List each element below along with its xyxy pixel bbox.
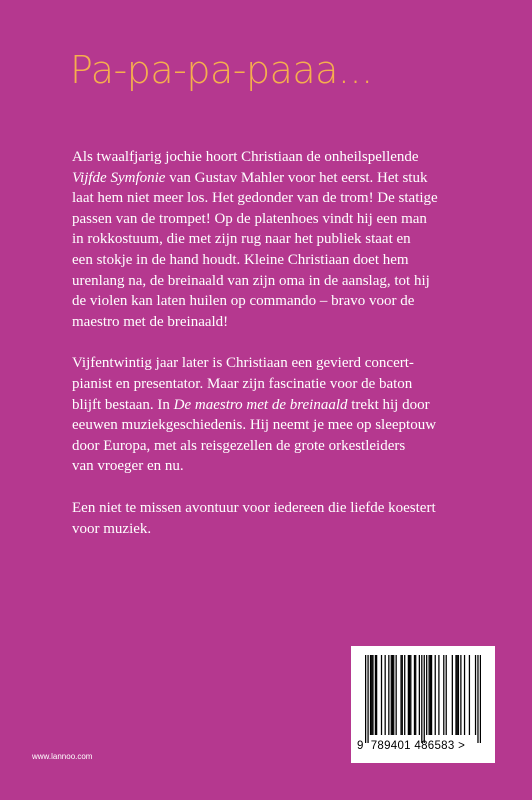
barcode-bar bbox=[385, 655, 386, 735]
barcode-bar bbox=[393, 655, 394, 735]
text-fragment: van Gustav Mahler voor het eerst. Het stuk bbox=[165, 169, 428, 186]
barcode-bar bbox=[414, 655, 415, 735]
barcode-bar bbox=[458, 655, 459, 735]
text-line: in rokkostuum, die met zijn rug naar het publiek staat en bbox=[72, 231, 411, 248]
barcode-bar bbox=[477, 655, 478, 743]
text-line: pianist en presentator. Maar zijn fascinatie voor de baton bbox=[72, 375, 413, 392]
publisher-website: www.lannoo.com bbox=[32, 752, 93, 761]
barcode-bar bbox=[419, 655, 420, 735]
text-line bbox=[72, 168, 492, 189]
italic-title: De maestro met de breinaald bbox=[173, 396, 348, 413]
barcode-bar bbox=[409, 655, 410, 735]
text-line: Als twaalfjarig jochie hoort Christiaan de onheilspellende bbox=[72, 149, 419, 165]
barcode-bar bbox=[446, 655, 447, 735]
barcode-graphic bbox=[365, 655, 481, 743]
text-line: van vroeger en nu. bbox=[72, 458, 184, 475]
isbn-group-2: 486583 bbox=[414, 740, 455, 752]
barcode-bar bbox=[435, 655, 436, 735]
barcode-bar bbox=[460, 655, 461, 735]
barcode-bar bbox=[388, 655, 389, 735]
barcode-bar bbox=[381, 655, 382, 735]
isbn-group-1: 789401 bbox=[370, 740, 411, 752]
barcode-bar bbox=[431, 655, 432, 735]
italic-title: Vijfde Symfonie bbox=[72, 169, 166, 186]
barcode-bar bbox=[391, 655, 392, 735]
text-line: voor muziek. bbox=[72, 520, 152, 537]
barcode-bar bbox=[480, 655, 481, 743]
barcode-bar bbox=[404, 655, 405, 735]
barcode-bar bbox=[455, 655, 456, 735]
text-line: door Europa, met als reisgezellen de grote orkestleiders bbox=[72, 437, 406, 454]
blurb bbox=[72, 147, 492, 560]
isbn-number bbox=[357, 740, 493, 752]
barcode-bar bbox=[408, 655, 409, 735]
barcode-bar bbox=[426, 655, 427, 735]
barcode-bar bbox=[402, 655, 403, 735]
text-line: een stokje in de hand houdt. Kleine Christiaan doet hem bbox=[72, 251, 409, 268]
isbn-first-digit: 9 bbox=[357, 740, 364, 752]
barcode-bar bbox=[457, 655, 458, 735]
text-fragment: blijft bestaan. In bbox=[72, 396, 174, 413]
barcode-bar bbox=[438, 655, 439, 735]
blurb-paragraph-1 bbox=[72, 147, 492, 332]
barcode-panel bbox=[351, 646, 495, 763]
barcode-bar bbox=[365, 655, 366, 743]
barcode-bar bbox=[428, 655, 429, 735]
headline: Pa-pa-pa-paaa... bbox=[70, 48, 373, 92]
barcode-bar bbox=[396, 655, 397, 735]
text-line: Een niet te missen avontuur voor iedereen die liefde koestert bbox=[72, 499, 436, 516]
blurb-paragraph-2 bbox=[72, 353, 492, 477]
barcode-bar bbox=[464, 655, 465, 735]
barcode-bar bbox=[475, 655, 476, 735]
barcode-bar bbox=[415, 655, 416, 735]
barcode-bar bbox=[421, 655, 422, 743]
blurb-paragraph-3 bbox=[72, 498, 492, 539]
barcode-bar bbox=[452, 655, 453, 735]
text-line: urenlang na, de breinaald van zijn oma in de aanslag, tot hij bbox=[72, 272, 430, 289]
barcode-bar bbox=[372, 655, 373, 735]
barcode-bar bbox=[469, 655, 470, 735]
barcode-bar bbox=[443, 655, 444, 735]
barcode-bar bbox=[430, 655, 431, 735]
text-fragment: trekt hij door bbox=[347, 396, 430, 413]
barcode-bar bbox=[392, 655, 393, 735]
barcode-bar bbox=[376, 655, 377, 735]
barcode-bar bbox=[424, 655, 425, 743]
barcode-bar bbox=[400, 655, 401, 735]
barcode-bar bbox=[375, 655, 376, 735]
text-line: passen van de trompet! Op de platenhoes vindt hij een man bbox=[72, 210, 427, 227]
barcode-bar bbox=[370, 655, 371, 735]
text-line bbox=[72, 395, 492, 416]
text-line: maestro met de breinaald! bbox=[72, 313, 229, 330]
isbn-marker: > bbox=[458, 740, 466, 752]
text-line: laat hem niet meer los. Het gedonder van de trom! De statige bbox=[72, 190, 438, 207]
text-line: de violen kan laten huilen op commando – bravo voor de bbox=[72, 293, 415, 310]
text-line: Vijfentwintig jaar later is Christiaan een gevierd concert- bbox=[72, 355, 414, 372]
text-line: eeuwen muziekgeschiedenis. Hij neemt je mee op sleeptouw bbox=[72, 417, 437, 434]
barcode-bar bbox=[410, 655, 411, 735]
barcode-bar bbox=[371, 655, 372, 735]
barcode-bar bbox=[367, 655, 368, 743]
